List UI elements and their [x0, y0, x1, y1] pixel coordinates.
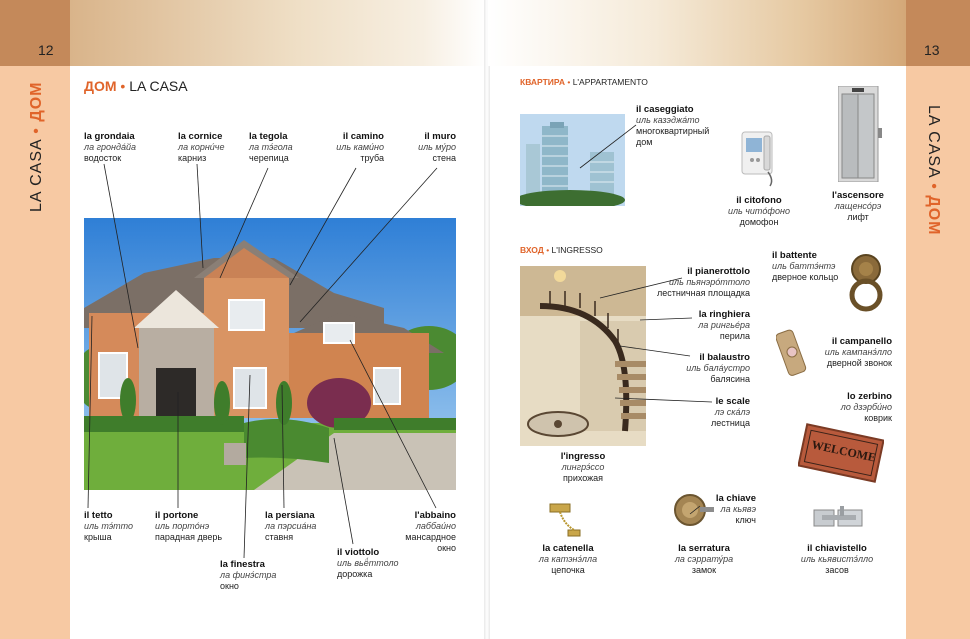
label-translit: иль портóнэ [155, 521, 210, 531]
label-translit: иль читóфоно [727, 206, 791, 216]
label-word: le scale [715, 396, 750, 407]
label-translit: ла пэрсиáна [265, 521, 317, 531]
right-page-edge [906, 0, 970, 639]
label-word: la tegola [249, 131, 288, 142]
label-pianerottolo [654, 266, 750, 299]
label-ru: окно [220, 581, 239, 591]
label-translit: ло дзэрби́но [840, 402, 892, 412]
label-viottolo [337, 547, 399, 580]
label-ru: засов [825, 565, 849, 575]
label-word: il pianerottolo [687, 266, 750, 277]
label-word: il caseggiato [636, 104, 694, 115]
label-translit: иль кампанэ́лло [824, 347, 892, 357]
label-word: la finestra [220, 559, 265, 570]
title-dot: • [546, 245, 552, 255]
side-label-it: LA CASA [925, 105, 942, 178]
house-illustration [84, 218, 456, 490]
side-label-left [28, 82, 46, 213]
label-translit: иль кьявистэ́лло [800, 554, 874, 564]
label-word: lo zerbino [847, 391, 892, 402]
label-translit: ла кьявэ [720, 504, 756, 514]
label-word: la persiana [265, 510, 315, 521]
label-caseggiato [636, 104, 709, 148]
label-translit: ла корни́че [178, 142, 225, 152]
label-ru: парадная дверь [155, 532, 223, 542]
label-translit: иль ками́но [336, 142, 384, 152]
label-ru: стена [432, 153, 456, 163]
label-translit: лингрэ́ссо [561, 462, 605, 472]
label-scale [690, 396, 750, 429]
label-grondaia [84, 131, 136, 164]
label-word: il portone [155, 510, 199, 521]
latch-photo [812, 504, 864, 530]
label-ru: балясина [710, 374, 750, 384]
label-chiavistello [796, 543, 878, 576]
label-persiana [265, 510, 316, 543]
label-ru: перила [719, 331, 750, 341]
staircase-photo [520, 266, 646, 446]
label-translit: лэ скáлэ [714, 407, 750, 417]
label-word: il tetto [84, 510, 113, 521]
label-abbaino [390, 510, 456, 554]
label-ru: замок [691, 565, 717, 575]
label-ru: многоквартирный [636, 126, 710, 136]
label-word: la serratura [678, 543, 730, 554]
side-label-ru: ДОМ [925, 195, 942, 236]
label-word: il muro [424, 131, 456, 142]
latch-icon [812, 504, 864, 530]
label-ru: карниз [178, 153, 207, 163]
label-ru: лифт [847, 212, 869, 222]
side-label-ru: ДОМ [28, 81, 45, 122]
label-ascensore [822, 190, 894, 223]
doormat-photo [798, 422, 884, 484]
label-campanello [818, 336, 892, 369]
label-translit: иль пьянэрóттоло [669, 277, 750, 287]
label-ru: коврик [864, 413, 892, 423]
label-word: il battente [772, 250, 817, 261]
doormat-text: WELCOME [810, 437, 878, 465]
label-word: la catenella [542, 543, 594, 554]
label-citofono [722, 195, 796, 228]
title-dot: • [120, 78, 130, 94]
label-translit: ла грондáйа [84, 142, 136, 152]
label-translit: ла сэррату́ра [674, 554, 734, 564]
label-ru: черепица [249, 153, 289, 163]
section-title-house [84, 78, 188, 94]
label-balaustro [676, 352, 750, 385]
label-tetto [84, 510, 133, 543]
door-chain-photo [548, 502, 584, 538]
label-translit: лащенсóрэ [834, 201, 882, 211]
label-translit: ла рингьéра [698, 320, 750, 330]
label-word: l'abbaino [414, 510, 456, 521]
label-word: il balaustro [699, 352, 750, 363]
label-ru: лестничная площадка [657, 288, 750, 298]
side-label-right [924, 105, 942, 236]
label-cornice [178, 131, 224, 164]
chain-icon [548, 502, 584, 538]
book-gutter [484, 0, 490, 639]
title-ru: КВАРТИРА [520, 77, 565, 87]
label-word: la cornice [178, 131, 223, 142]
label-word: il campanello [831, 336, 892, 347]
label-tegola [249, 131, 293, 164]
title-it: L'INGRESSO [551, 245, 603, 255]
left-page-edge [0, 0, 70, 639]
label-word: il camino [342, 131, 384, 142]
label-ru: крыша [84, 532, 112, 542]
label-word: l'ingresso [560, 451, 606, 462]
label-word: il citofono [736, 195, 782, 206]
label-translit: иль тэ́тто [84, 521, 134, 531]
title-it: LA CASA [129, 78, 188, 94]
label-translit: лаббаи́но [415, 521, 456, 531]
elevator-photo [838, 86, 882, 182]
side-label-it: LA CASA [28, 139, 45, 212]
doorbell-photo [776, 328, 810, 378]
label-portone [155, 510, 222, 543]
label-translit: ла финэ́стра [220, 570, 277, 580]
label-catenella [530, 543, 606, 576]
label-ru: дверной звонок [826, 358, 892, 368]
label-camino [320, 131, 384, 164]
label-ingresso [548, 451, 618, 484]
label-chiave [700, 493, 756, 526]
label-ru: труба [360, 153, 384, 163]
label-muro [396, 131, 456, 164]
building-illustration [520, 114, 625, 206]
title-ru: ДОМ [84, 78, 117, 94]
label-serratura [666, 543, 742, 576]
label-word: l'ascensore [832, 190, 884, 201]
section-title-entrance [520, 245, 603, 255]
label-translit: иль казэджáто [636, 115, 700, 125]
label-word: la ringhiera [698, 309, 750, 320]
title-ru: ВХОД [520, 245, 544, 255]
side-label-dot: • [28, 121, 45, 134]
title-it: L'APPARTAMENTO [572, 77, 648, 87]
label-translit: иль му́ро [418, 142, 456, 152]
label-word: il chiavistello [807, 543, 867, 554]
page-number-right: 13 [924, 42, 940, 58]
label-translit: ла тэ́гола [249, 142, 293, 152]
label-ringhiera [680, 309, 750, 342]
label-word: il viottolo [337, 547, 380, 558]
doorbell-icon [776, 328, 810, 378]
label-translit: иль балáустро [686, 363, 750, 373]
label-ru: водосток [84, 153, 122, 163]
label-ru: ставня [265, 532, 294, 542]
label-ru: прихожая [562, 473, 604, 483]
house-photo [84, 218, 456, 490]
label-word: la grondaia [84, 131, 135, 142]
label-zerbino [830, 391, 892, 424]
label-translit: ла катэнэ́лла [538, 554, 598, 564]
label-ru: дверное кольцо [772, 272, 839, 282]
left-page-tab [0, 0, 70, 66]
label-ru: домофон [739, 217, 779, 227]
knocker-icon [846, 253, 886, 313]
header-band-right [488, 0, 906, 66]
label-translit: иль баттэ́нтэ [772, 261, 836, 271]
label-word: la chiave [715, 493, 756, 504]
door-knocker-photo [846, 253, 886, 313]
label-battente [772, 250, 838, 283]
side-label-dot: • [925, 183, 942, 196]
apartment-building-photo [520, 114, 625, 206]
label-ru: ключ [735, 515, 756, 525]
label-ru: мансардное окно [405, 532, 456, 553]
label-ru: цепочка [551, 565, 585, 575]
label-ru: лестница [710, 418, 750, 428]
label-translit: иль вьё́ттоло [337, 558, 399, 568]
intercom-icon [740, 130, 778, 188]
title-dot: • [567, 77, 573, 87]
intercom-photo [740, 130, 778, 188]
staircase-illustration [520, 266, 646, 446]
header-band-left [70, 0, 485, 66]
page-number-left: 12 [38, 42, 54, 58]
section-title-apartment [520, 77, 648, 87]
elevator-icon [838, 86, 882, 182]
label-ru: дорожка [337, 569, 373, 579]
label-finestra [220, 559, 276, 592]
label-ru-2: дом [636, 137, 653, 147]
